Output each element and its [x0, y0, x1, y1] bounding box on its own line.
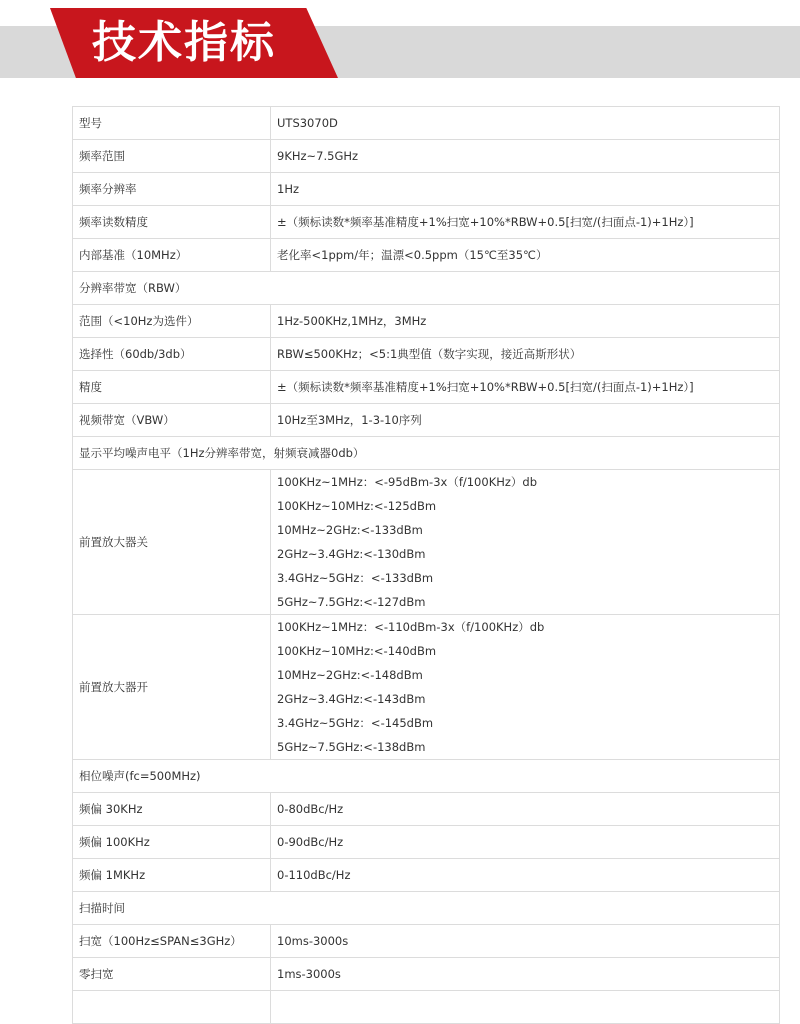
spec-value: 1Hz-500KHz,1MHz，3MHz	[271, 305, 780, 338]
spec-row	[73, 470, 780, 615]
spec-value-line: 5GHz~7.5GHz:<-138dBm	[277, 740, 426, 754]
section-row	[73, 760, 780, 793]
spec-label: 零扫宽	[73, 958, 271, 991]
spec-label: 频率范围	[73, 140, 271, 173]
spec-label: 前置放大器开	[73, 615, 271, 760]
spec-value: UTS3070D	[271, 107, 780, 140]
spec-value: 1Hz	[271, 173, 780, 206]
spec-row	[73, 305, 780, 338]
spec-value: ±（频标读数*频率基准精度+1%扫宽+10%*RBW+0.5[扫宽/(扫面点-1)+1Hz）]	[271, 206, 780, 239]
spec-value: 0-90dBc/Hz	[271, 826, 780, 859]
spec-label: 频率读数精度	[73, 206, 271, 239]
spec-label: 视频带宽（VBW）	[73, 404, 271, 437]
spec-value-line: 5GHz~7.5GHz:<-127dBm	[277, 595, 426, 609]
spec-value: 9KHz~7.5GHz	[271, 140, 780, 173]
spec-label: 前置放大器关	[73, 470, 271, 615]
spec-value: 0-80dBc/Hz	[271, 793, 780, 826]
spec-label: 范围（<10Hz为选件）	[73, 305, 271, 338]
section-heading: 相位噪声(fc=500MHz)	[73, 760, 780, 793]
spec-value-list	[271, 470, 780, 615]
spec-value-line: 100KHz~10MHz:<-140dBm	[277, 644, 437, 658]
spec-row	[73, 615, 780, 760]
spec-label: 选择性（60db/3db）	[73, 338, 271, 371]
spec-row	[73, 793, 780, 826]
spec-value-line: 10MHz~2GHz:<-148dBm	[277, 668, 423, 682]
spec-value-line: 3.4GHz~5GHz：<-133dBm	[277, 571, 434, 585]
spec-value: 1ms-3000s	[271, 958, 780, 991]
section-heading: 扫描时间	[73, 892, 780, 925]
spec-label: 扫宽（100Hz≤SPAN≤3GHz）	[73, 925, 271, 958]
spec-label: 频偏 100KHz	[73, 826, 271, 859]
spec-label: 频偏 30KHz	[73, 793, 271, 826]
section-row	[73, 892, 780, 925]
spec-label: 频偏 1MKHz	[73, 859, 271, 892]
spec-value: RBW≤500KHz；<5:1典型值（数字实现，接近高斯形状）	[271, 338, 780, 371]
spec-row	[73, 107, 780, 140]
spec-value-list	[271, 615, 780, 760]
spec-label: 型号	[73, 107, 271, 140]
spec-value-line: 10MHz~2GHz:<-133dBm	[277, 523, 423, 537]
spec-row	[73, 140, 780, 173]
spec-row	[73, 826, 780, 859]
spec-row	[73, 239, 780, 272]
spec-row	[73, 206, 780, 239]
spec-value: 10ms-3000s	[271, 925, 780, 958]
spec-label: 频率分辨率	[73, 173, 271, 206]
spec-value-line: 100KHz~10MHz:<-125dBm	[277, 499, 437, 513]
section-heading: 显示平均噪声电平（1Hz分辨率带宽，射频衰减器0db）	[73, 437, 780, 470]
spec-value: ±（频标读数*频率基准精度+1%扫宽+10%*RBW+0.5[扫宽/(扫面点-1)+1Hz）]	[271, 371, 780, 404]
spec-label	[73, 991, 271, 1024]
spec-table-body	[73, 107, 780, 1024]
spec-value-line: 100KHz~1MHz：<-110dBm-3x（f/100KHz）db	[277, 620, 545, 634]
spec-table	[72, 106, 780, 1024]
spec-value: 0-110dBc/Hz	[271, 859, 780, 892]
spec-value-line: 2GHz~3.4GHz:<-130dBm	[277, 547, 426, 561]
spec-row	[73, 371, 780, 404]
spec-row	[73, 925, 780, 958]
spec-value: 10Hz至3MHz，1-3-10序列	[271, 404, 780, 437]
spec-row	[73, 958, 780, 991]
section-row	[73, 272, 780, 305]
spec-value-line: 100KHz~1MHz：<-95dBm-3x（f/100KHz）db	[277, 475, 538, 489]
page-title: 技术指标	[92, 17, 276, 68]
spec-row	[73, 404, 780, 437]
spec-value	[271, 991, 780, 1024]
spec-value-line: 2GHz~3.4GHz:<-143dBm	[277, 692, 426, 706]
spec-value: 老化率<1ppm/年；温漂<0.5ppm（15℃至35℃）	[271, 239, 780, 272]
section-heading: 分辨率带宽（RBW）	[73, 272, 780, 305]
spec-label: 内部基准（10MHz）	[73, 239, 271, 272]
spec-row	[73, 859, 780, 892]
spec-label: 精度	[73, 371, 271, 404]
spec-row	[73, 991, 780, 1024]
spec-row	[73, 338, 780, 371]
spec-row	[73, 173, 780, 206]
spec-value-line: 3.4GHz~5GHz：<-145dBm	[277, 716, 434, 730]
section-row	[73, 437, 780, 470]
header-banner	[0, 0, 800, 80]
